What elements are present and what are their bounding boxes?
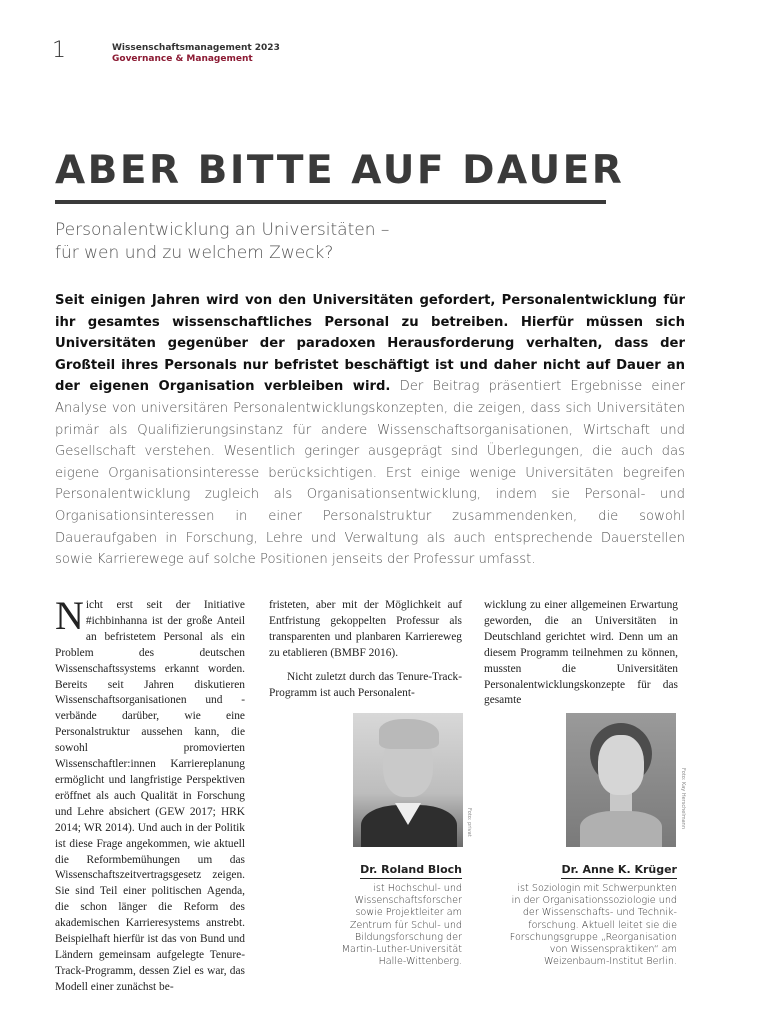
body-paragraph: Nicht zuletzt durch das Tenure-Track-Programm ist auch Personalent- [269, 670, 462, 699]
body-text: wicklung zu einer allgemeinen Erwartung geworden, die an Universitäten in Deutschland gerichtet wird. Denn um an diesem Programm teilnehmen zu können, mussten die Universitäten Personalentwicklungskonzepte für das gesamte [484, 599, 678, 707]
bio-line: ist Hochschul- und [373, 883, 462, 894]
bio-line: Halle-Wittenberg. [378, 956, 462, 968]
subtitle-line: Personalentwicklung an Universitäten – [55, 220, 390, 240]
bio-line: ist Soziologin mit Schwerpunkten [517, 883, 677, 894]
body-column-1 [55, 593, 245, 996]
bio-line: Wissenschaftsforscher [354, 895, 462, 907]
article-subtitle [55, 219, 555, 265]
author-photo-roland-bloch [353, 713, 463, 847]
bio-line: Zentrum für Schul- und [349, 919, 462, 931]
page-number: 1 [52, 38, 66, 63]
author-name: Dr. Roland Bloch [360, 863, 462, 879]
bio-line: in der Organisationssoziologie und [511, 895, 677, 907]
bio-line: Martin-Luther-Universität [341, 944, 462, 956]
subtitle-line: für wen und zu welchem Zweck? [55, 243, 334, 263]
bio-line: Bildungsforschung der [354, 931, 462, 943]
photo-credit: Foto: Kay Herschelmann [680, 768, 686, 830]
bio-line: der Wissenschafts- und Technik- [522, 907, 677, 919]
body-column-2 [269, 598, 462, 701]
bio-line: Forschungsgruppe „Reorganisation [509, 931, 677, 943]
bio-line: forschung. Aktuell leitet sie die [528, 919, 677, 931]
title-rule [55, 200, 606, 204]
author-photo-anne-krueger [566, 713, 676, 847]
bio-line: von Wissenspraktiken“ am [549, 944, 677, 956]
publication-title: Wissenschaftsmanagement 2023 [112, 43, 280, 53]
lead-bold: Seit einigen Jahren wird von den Universitäten gefordert, Personalentwicklung für ihr gesamtes wissenschaftliches Personal zu betreiben. Hierfür müssen sich Universitäten gegenüber der paradoxen Herausforderung verhalten, dass der Großteil ihres Personals nur befristet beschäftigt ist und daher nicht auf Dauer an der eigenen Organisation verbleiben wird. [55, 293, 685, 395]
running-head [112, 43, 280, 65]
lead-regular: Der Beitrag präsentiert Ergebnisse einer Analyse von universitären Personalentwicklungskonzepten, die zeigen, dass sich Universitäten primär als Qualifizierungsinstanz für andere Wissenschaftsorganisationen, Wirtschaft und Gesellschaft verstehen. Wesentlich geringer ausgeprägt sind Überlegungen, die auch das eigene Organisationsinteresse berücksichtigen. Erst einige wenige Universitäten begreifen Personalentwicklung zugleich als Organisationsentwicklung, indem sie Personal- und Organisationsinteressen in einer Personalstruktur zusammendenken, die sowohl Daueraufgaben in Forschung, Lehre und Verwaltung als auch entsprechende Dauerstellen sowie Karrierewege auf solche Positionen jenseits der Professur umfasst. [55, 379, 686, 568]
body-text: icht erst seit der Initiative #ichbinhanna ist der große Anteil an befristetem Personal als ein Problem des deutschen Wissenschaftssystems erkannt worden. Bereits seit Jahren diskutieren Wissenschaftsorganisationen und -verbände darüber, wie eine Personalstruktur aussehen kann, die sowohl promovierten Wissenschaftler:innen Karriereplanung ermöglicht und langfristige Perspektiven eröffnet als auch Qualität in Forschung und Lehre absichert (GEW 2017; HRK 2014; WR 2014). Und auch in der Politik ist diese Frage angekommen, wie aktuell die Reformbemühungen um das Wissenschaftszeitvertragsgesetz zeigen. Sie sind Teil einer politischen Agenda, die schon länger die Reform des akademischen Karrieresystems anstrebt. Beispielhaft hierfür ist das von Bund und Ländern gemeinsam aufgelegte Tenure-Track-Programm, dessen Ziel es war, das Modell einer zunächst be- [55, 599, 245, 993]
author-bio [300, 883, 462, 968]
bio-line: sowie Projektleiter am [355, 907, 462, 919]
author-name: Dr. Anne K. Krüger [561, 863, 677, 879]
article-title: ABER BITTE AUF DAUER [55, 148, 625, 193]
body-column-3 [484, 598, 678, 709]
section-title: Governance & Management [112, 54, 253, 64]
bio-line: Weizenbaum-Institut Berlin. [544, 956, 677, 968]
photo-credit: Foto: privat [466, 808, 472, 837]
author-bio [490, 883, 677, 968]
body-paragraph: fristeten, aber mit der Möglichkeit auf Entfristung gekoppelten Professur als transparenten und planbaren Karriereweg zu etablieren (BMBF 2016). [269, 599, 462, 659]
lead-paragraph [55, 290, 685, 571]
drop-cap: N [55, 593, 84, 638]
